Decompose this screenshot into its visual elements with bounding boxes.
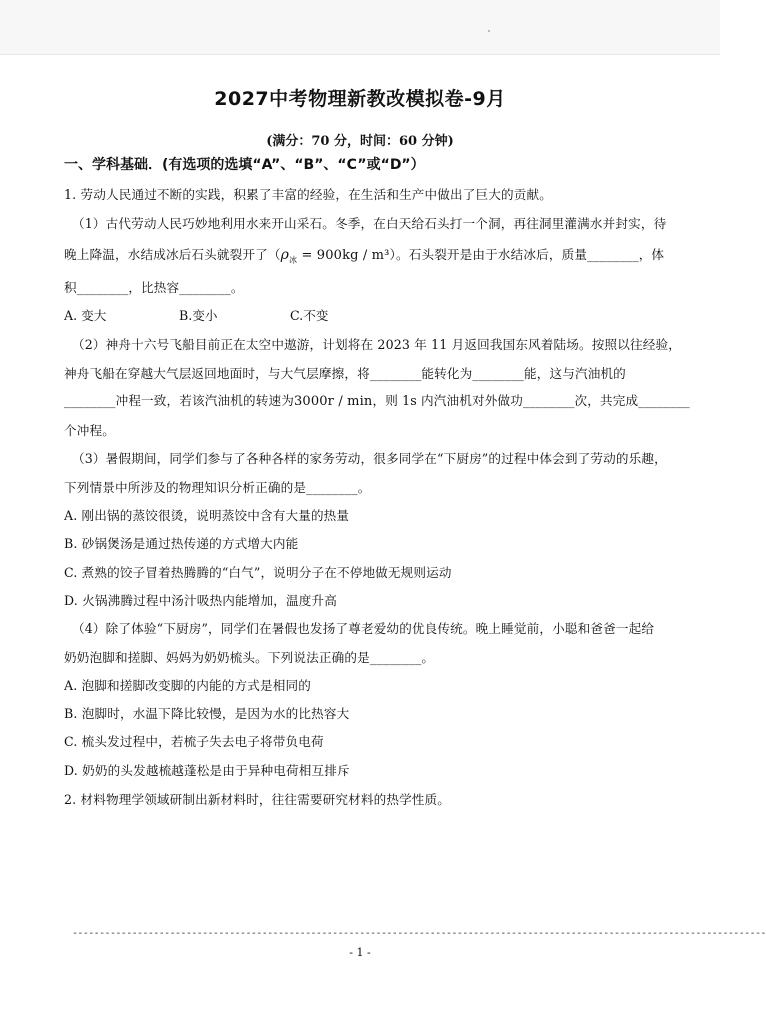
q1-p3-option-d: D. 火锅沸腾过程中汤汁吸热内能增加，温度升高 [64, 593, 337, 608]
density-value: = 900kg / m³ [297, 248, 390, 263]
q1-p2-line3-post: ，则 1s 内汽油机对外做功________次，共完成________ [372, 393, 690, 408]
q1-p2-line1: （2）神舟十六号飞船目前正在太空中遨游，计划将在 2023 年 11 月返回我国东风着陆场。按照以往经验， [72, 337, 681, 352]
q1-p4-option-d: D. 奶奶的头发越梳越蓬松是由于异种电荷相互排斥 [64, 763, 350, 778]
viewer-top-band [0, 0, 720, 55]
option-b: B.变小 [179, 308, 218, 323]
q1-p4-option-a: A. 泡脚和搓脚改变脚的内能的方式是相同的 [64, 678, 311, 693]
q1-p3-option-c: C. 煮熟的饺子冒着热腾腾的“白气”，说明分子在不停地做无规则运动 [64, 565, 452, 580]
q1-intro: 1. 劳动人民通过不断的实践，积累了丰富的经验，在生活和生产中做出了巨大的贡献。 [64, 187, 552, 202]
rho-subscript: 冰 [289, 255, 298, 265]
q1-p4-option-c: C. 梳头发过程中，若梳子失去电子将带负电荷 [64, 734, 324, 749]
q1-p1-line3: 积________，比热容________。 [64, 280, 244, 295]
q1-p1-line2-pre: 晚上降温，水结成冰后石头就裂开了（ [64, 247, 281, 262]
q1-p1-line1: （1）古代劳动人民巧妙地利用水来开山采石。冬季，在白天给石头打一个洞，再往洞里灌满水并封实，待 [72, 216, 667, 231]
density-formula [281, 248, 390, 263]
q1-p1-line2-post: ）。石头裂开是由于水结冰后，质量________，体 [389, 247, 665, 262]
q1-p3-line2: 下列情景中所涉及的物理知识分析正确的是________。 [64, 480, 371, 495]
paper-subtitle: (满分：70 分，时间：60 分钟) [266, 134, 454, 149]
scan-speck [488, 30, 490, 32]
q1-p4-option-b: B. 泡脚时，水温下降比较慢，是因为水的比热容大 [64, 706, 350, 721]
engine-speed: 3000r / min [294, 394, 373, 409]
rho-symbol: ρ [280, 247, 290, 263]
q2-intro: 2. 材料物理学领域研制出新材料时，往往需要研究材料的热学性质。 [64, 792, 451, 807]
paper-title: 2027中考物理新教改模拟卷-9月 [214, 88, 506, 110]
q1-p3-option-b: B. 砂锅煲汤是通过热传递的方式增大内能 [64, 536, 299, 551]
q1-p3-option-a: A. 刚出锅的蒸饺很烫，说明蒸饺中含有大量的热量 [64, 508, 350, 523]
q1-p2-line4: 个冲程。 [64, 423, 115, 438]
option-a: A. 变大 [64, 308, 107, 323]
q1-p1-line2 [64, 244, 664, 266]
q1-p1-options [64, 305, 328, 324]
q1-p2-line3-pre: ________冲程一致，若该汽油机的转速为 [64, 393, 294, 408]
q1-p2-line3 [64, 390, 690, 409]
page-number: - 1 - [349, 946, 371, 959]
section-heading: 一、学科基础．(有选项的选填“A”、“B”、“C”或“D”） [64, 157, 425, 173]
q1-p4-line2: 奶奶泡脚和搓脚、妈妈为奶奶梳头。下列说法正确的是________。 [64, 650, 435, 665]
q1-p3-line1: （3）暑假期间，同学们参与了各种各样的家务劳动，很多同学在“下厨房”的过程中体会到了劳动的乐趣， [72, 451, 667, 466]
footer-divider: -------------------------------------------------------------------------------------------------------------------------------- [72, 928, 766, 939]
q1-p4-line1: （4）除了体验“下厨房”，同学们在暑假也发扬了尊老爱幼的优良传统。晚上睡觉前，小聪和爸爸一起给 [72, 621, 655, 636]
q1-p2-line2: 神舟飞船在穿越大气层返回地面时，与大气层摩擦，将________能转化为________能，这与汽油机的 [64, 366, 626, 381]
option-c: C.不变 [290, 308, 329, 323]
